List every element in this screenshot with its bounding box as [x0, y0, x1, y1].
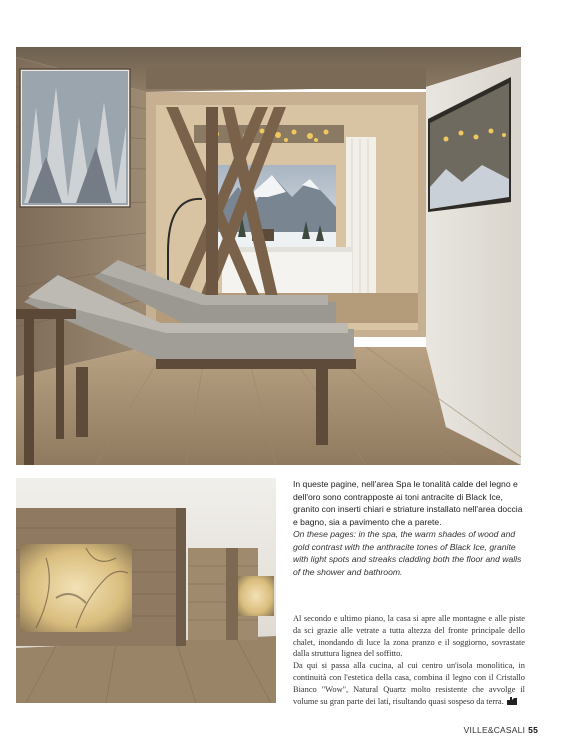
- photo-caption: [293, 478, 525, 578]
- article-body: [293, 613, 525, 707]
- body-paragraph-1: Al secondo e ultimo piano, la casa si apre alle montagne e alle piste da sci grazie alle vetrate a tutta altezza del fronte principale dello chalet, inondando di luce la zona pranzo e il soggiorno, sovrastate dalla struttura lignea del soffitto.: [293, 614, 525, 659]
- end-of-article-icon: [507, 696, 517, 705]
- bathroom-photo: [16, 478, 276, 703]
- caption-english: On these pages: in the spa, the warm shades of wood and gold contrast with the anthracite tones of Black Ice, granite with light spots and streaks cladding both the floor and walls of the shower and bathroom.: [293, 529, 522, 577]
- magazine-name: VILLE&CASALI: [463, 725, 526, 735]
- page-number: 55: [528, 725, 538, 735]
- page-folio: [464, 725, 538, 735]
- caption-italian: In queste pagine, nell'area Spa le tonalità calde del legno e dell'oro sono contrapposte ai toni antracite di Black Ice, granito con inserti chiari e striature installato nell'area doccia e bagno, sia a pavimento che a parete.: [293, 479, 523, 527]
- spa-room-photo: [16, 47, 521, 465]
- body-paragraph-2: Da qui si passa alla cucina, al cui centro un'isola monolitica, in continuità con l'estetica della casa, combina il legno con il Cristallo Bianco "Wow", Natural Quartz molto resistente che avvolge il volume su gran parte dei lati, risultando quasi sospeso da terra.: [293, 661, 525, 706]
